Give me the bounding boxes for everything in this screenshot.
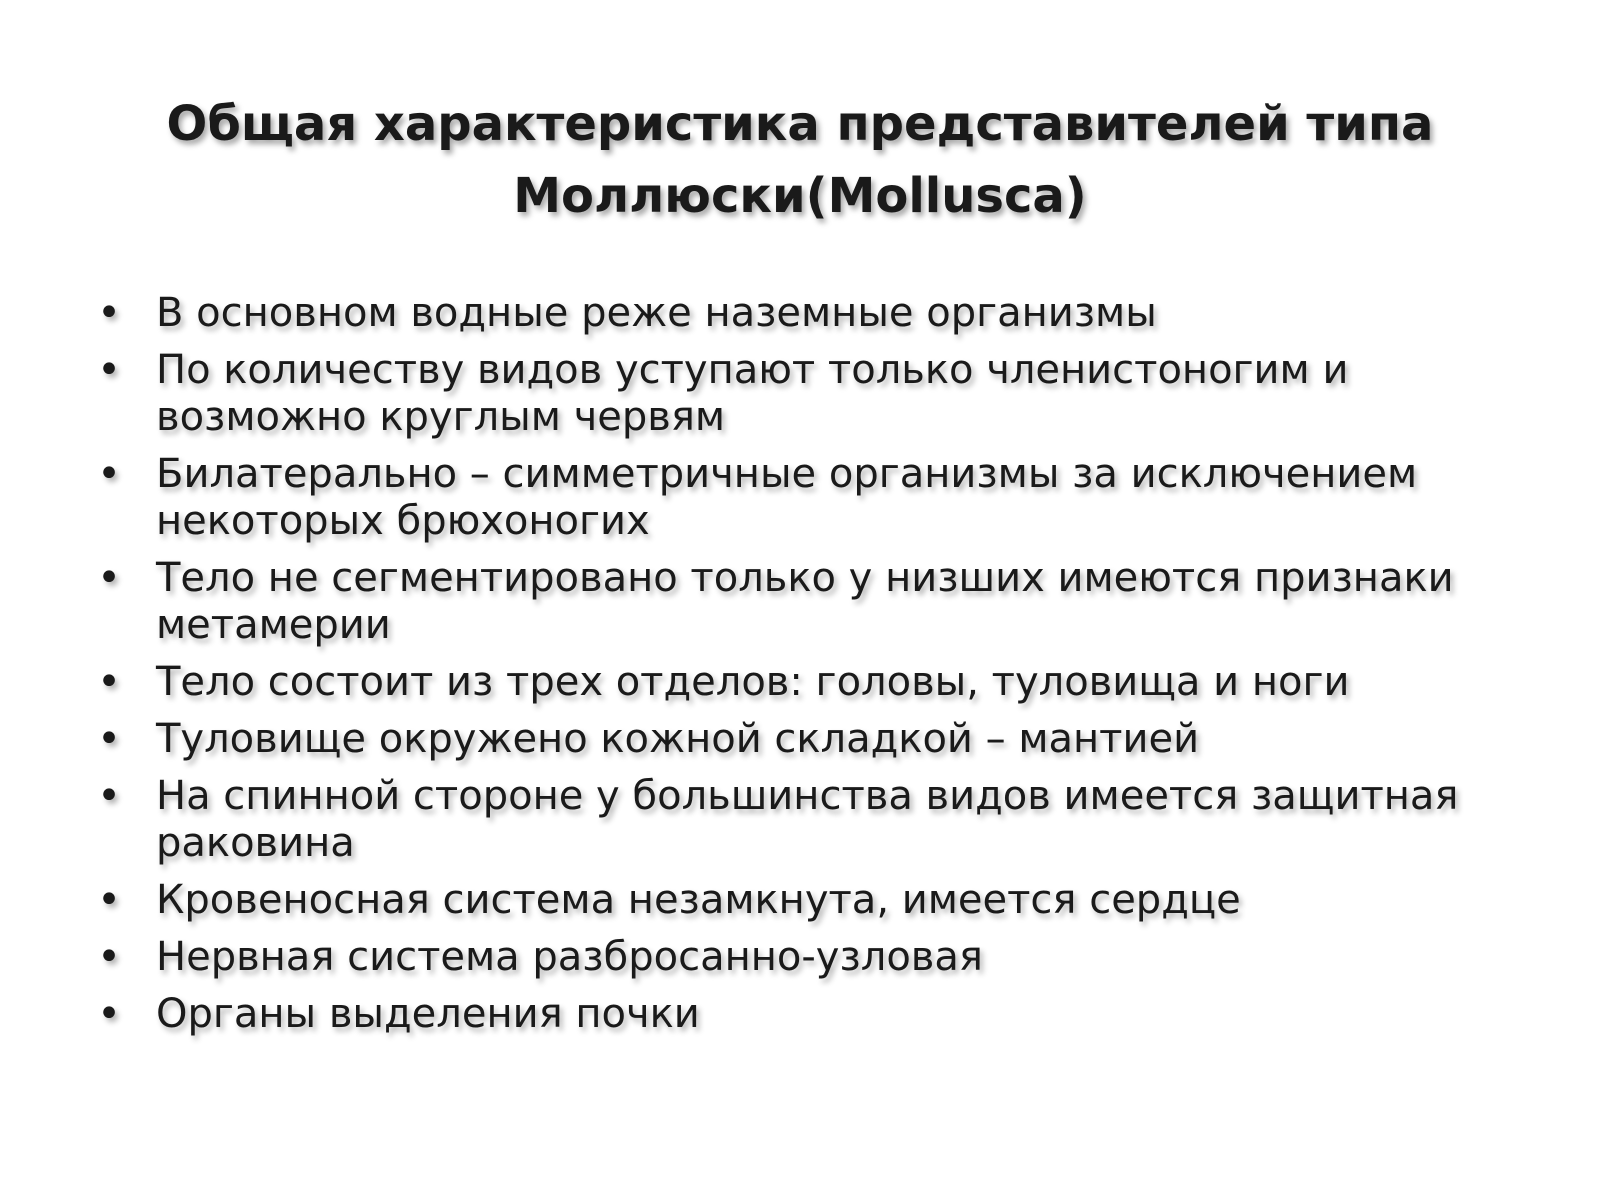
bullet-text: По количеству видов уступают только членистоногим и возможно круглым червям: [156, 347, 1349, 440]
list-item: [94, 290, 1534, 337]
list-item: [94, 991, 1534, 1038]
bullet-text: Кровеносная система незамкнута, имеется сердце: [156, 877, 1241, 923]
bullet-icon: •: [97, 991, 121, 1037]
list-item: [94, 659, 1534, 706]
bullet-text: В основном водные реже наземные организмы: [156, 290, 1157, 336]
slide-title: [120, 88, 1480, 232]
bullet-icon: •: [97, 773, 121, 819]
bullet-text: Нервная система разбросанно-узловая: [156, 934, 983, 980]
list-item: [94, 877, 1534, 924]
title-line-1: Общая характеристика представителей типа: [166, 96, 1434, 152]
list-item: [94, 773, 1534, 867]
list-item: [94, 451, 1534, 545]
bullet-icon: •: [97, 347, 121, 393]
bullet-text: На спинной стороне у большинства видов имеется защитная раковина: [156, 773, 1459, 866]
list-item: [94, 934, 1534, 981]
bullet-icon: •: [97, 290, 121, 336]
bullet-text: Органы выделения почки: [156, 991, 700, 1037]
bullet-icon: •: [97, 659, 121, 705]
list-item: [94, 347, 1534, 441]
bullet-icon: •: [97, 451, 121, 497]
list-item: [94, 716, 1534, 763]
bullet-text: Билатерально – симметричные организмы за исключением некоторых брюхоногих: [156, 451, 1418, 544]
bullet-list: [94, 290, 1534, 1048]
bullet-icon: •: [97, 555, 121, 601]
list-item: [94, 555, 1534, 649]
bullet-text: Тело не сегментировано только у низших имеются признаки метамерии: [156, 555, 1454, 648]
bullet-text: Тело состоит из трех отделов: головы, туловища и ноги: [156, 659, 1350, 705]
bullet-icon: •: [97, 877, 121, 923]
title-line-2: Моллюски(Mollusca): [513, 168, 1087, 224]
bullet-icon: •: [97, 934, 121, 980]
bullet-icon: •: [97, 716, 121, 762]
bullet-text: Туловище окружено кожной складкой – мантией: [156, 716, 1200, 762]
